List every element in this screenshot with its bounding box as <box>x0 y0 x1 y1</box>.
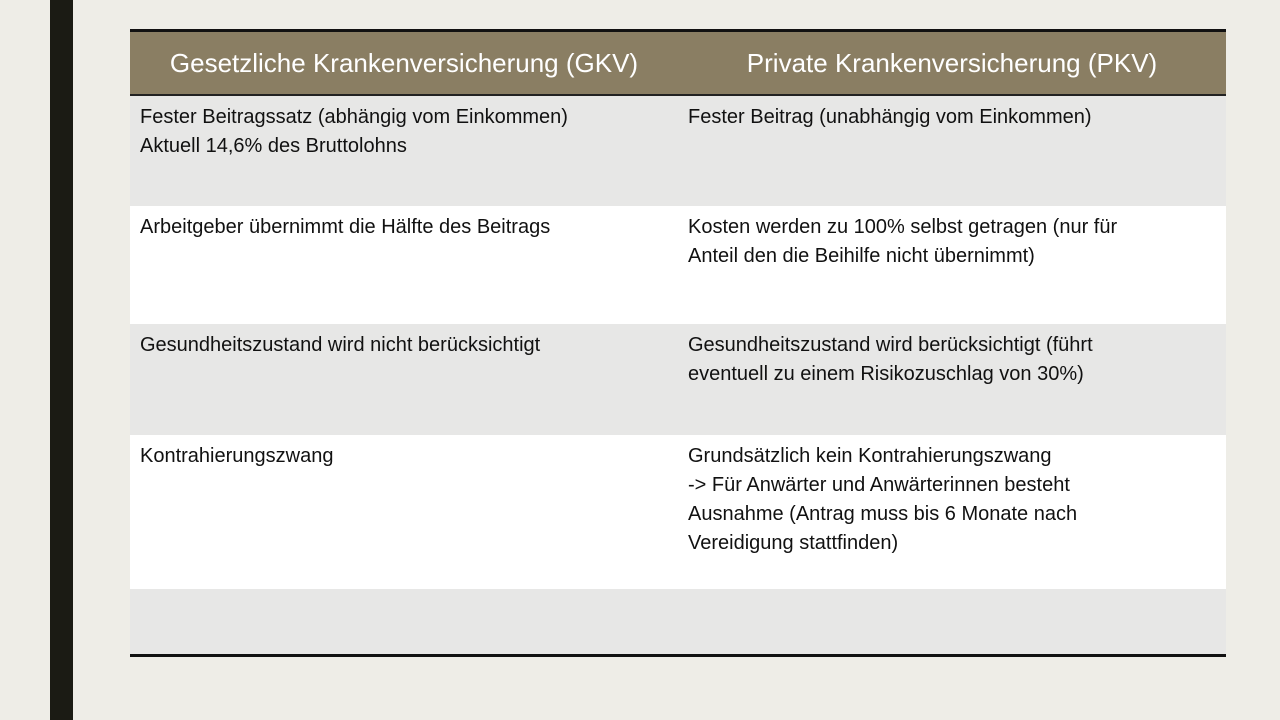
cell-text: -> Für Anwärter und Anwärterinnen besteht <box>688 474 1070 496</box>
cell-pkv <box>678 96 1226 206</box>
cell-gkv <box>130 324 678 435</box>
cell-text: Ausnahme (Antrag muss bis 6 Monate nach <box>688 503 1078 525</box>
cell-text: Fester Beitragssatz (abhängig vom Einkommen) <box>140 106 568 128</box>
cell-text: Vereidigung stattfinden) <box>688 532 899 554</box>
cell-text: Kontrahierungszwang <box>140 445 334 467</box>
header-pkv: Private Krankenversicherung (PKV) <box>746 47 1158 78</box>
slide-accent-bar <box>50 0 73 720</box>
table-row <box>130 96 1226 206</box>
cell-text: Gesundheitszustand wird berücksichtigt (führt <box>688 334 1093 356</box>
comparison-table <box>130 29 1226 657</box>
cell-pkv <box>678 206 1226 324</box>
cell-pkv <box>678 324 1226 435</box>
cell-text: Gesundheitszustand wird nicht berücksichtigt <box>140 334 541 356</box>
cell-text: Arbeitgeber übernimmt die Hälfte des Beitrags <box>140 216 551 238</box>
cell-text: Anteil den die Beihilfe nicht übernimmt) <box>688 245 1035 267</box>
table-row <box>130 324 1226 435</box>
header-gkv: Gesetzliche Krankenversicherung (GKV) <box>169 47 639 78</box>
cell-text: Aktuell 14,6% des Bruttolohns <box>140 135 407 157</box>
cell-gkv <box>130 96 678 206</box>
cell-text: Fester Beitrag (unabhängig vom Einkommen) <box>688 106 1092 128</box>
cell-gkv <box>130 435 678 589</box>
table-row <box>130 435 1226 589</box>
table-row-empty <box>130 589 1226 654</box>
cell-text: eventuell zu einem Risikozuschlag von 30%) <box>688 363 1084 385</box>
cell-pkv <box>678 435 1226 589</box>
table-header <box>130 32 1226 96</box>
cell-text: Kosten werden zu 100% selbst getragen (nur für <box>688 216 1118 238</box>
table-row <box>130 206 1226 324</box>
cell-text: Grundsätzlich kein Kontrahierungszwang <box>688 445 1052 467</box>
cell-gkv <box>130 206 678 324</box>
